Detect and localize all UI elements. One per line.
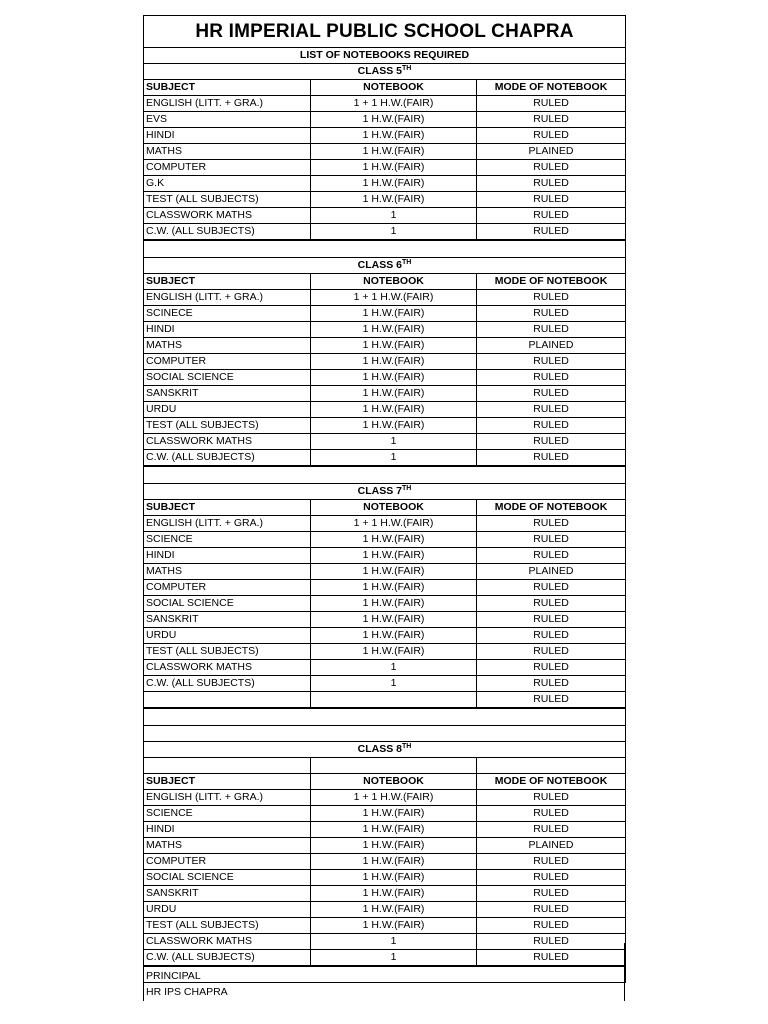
notebook-cell: 1 + 1 H.W.(FAIR) <box>311 290 477 306</box>
table-row <box>144 918 626 934</box>
subject-cell: C.W. (ALL SUBJECTS) <box>144 224 311 241</box>
table-row <box>144 322 626 338</box>
column-header-mode: MODE OF NOTEBOOK <box>477 274 626 290</box>
table-row <box>144 870 626 886</box>
notebook-cell: 1 H.W.(FAIR) <box>311 402 477 418</box>
notebook-cell: 1 + 1 H.W.(FAIR) <box>311 790 477 806</box>
mode-cell: RULED <box>477 790 626 806</box>
class-label: CLASS 5 <box>357 65 402 77</box>
spacer-row <box>144 240 626 258</box>
notebook-cell: 1 <box>311 434 477 450</box>
subject-cell: SOCIAL SCIENCE <box>144 370 311 386</box>
notebook-cell: 1 H.W.(FAIR) <box>311 338 477 354</box>
mode-cell: PLAINED <box>477 838 626 854</box>
table-row <box>144 96 626 112</box>
mode-cell: RULED <box>477 176 626 192</box>
spacer-cell <box>144 708 626 726</box>
mode-cell: RULED <box>477 322 626 338</box>
list-caption-row <box>144 48 626 64</box>
subject-cell: SCINECE <box>144 306 311 322</box>
table-row <box>144 160 626 176</box>
subject-cell: COMPUTER <box>144 854 311 870</box>
column-header-subject: SUBJECT <box>144 774 311 790</box>
table-row <box>144 224 626 241</box>
notebook-cell: 1 H.W.(FAIR) <box>311 854 477 870</box>
mode-cell: RULED <box>477 112 626 128</box>
mode-cell: PLAINED <box>477 564 626 580</box>
table-row <box>144 676 626 692</box>
mode-cell: RULED <box>477 386 626 402</box>
mode-cell: RULED <box>477 692 626 709</box>
notebook-cell: 1 H.W.(FAIR) <box>311 838 477 854</box>
mode-cell: RULED <box>477 370 626 386</box>
table-row <box>144 112 626 128</box>
notebook-cell: 1 H.W.(FAIR) <box>311 596 477 612</box>
notebook-cell: 1 <box>311 208 477 224</box>
subject-cell <box>144 692 311 709</box>
notebook-cell: 1 H.W.(FAIR) <box>311 628 477 644</box>
notebook-cell: 1 <box>311 224 477 241</box>
mode-cell: RULED <box>477 950 626 967</box>
notebook-cell: 1 H.W.(FAIR) <box>311 822 477 838</box>
subject-cell: SOCIAL SCIENCE <box>144 596 311 612</box>
subject-cell: MATHS <box>144 144 311 160</box>
class-suffix: TH <box>402 65 412 72</box>
mode-cell: RULED <box>477 934 626 950</box>
subject-cell: SANSKRIT <box>144 612 311 628</box>
notebook-cell: 1 H.W.(FAIR) <box>311 612 477 628</box>
subject-cell: SCIENCE <box>144 532 311 548</box>
table-row <box>144 516 626 532</box>
notebook-cell: 1 H.W.(FAIR) <box>311 580 477 596</box>
list-caption: LIST OF NOTEBOOKS REQUIRED <box>144 48 626 64</box>
subject-cell: MATHS <box>144 838 311 854</box>
notebook-cell: 1 H.W.(FAIR) <box>311 564 477 580</box>
table-row <box>144 612 626 628</box>
table-row <box>144 128 626 144</box>
table-row <box>144 290 626 306</box>
table-row <box>144 338 626 354</box>
mode-cell: RULED <box>477 580 626 596</box>
subject-cell: MATHS <box>144 564 311 580</box>
notebook-cell: 1 H.W.(FAIR) <box>311 192 477 208</box>
mode-cell: RULED <box>477 306 626 322</box>
table-row <box>144 580 626 596</box>
signature-title: PRINCIPAL <box>146 970 201 982</box>
sheet-border-right <box>624 943 626 1001</box>
subject-cell: C.W. (ALL SUBJECTS) <box>144 950 311 967</box>
mode-cell: RULED <box>477 870 626 886</box>
spacer-cell <box>144 466 626 484</box>
notebook-cell: 1 H.W.(FAIR) <box>311 886 477 902</box>
notebook-cell: 1 H.W.(FAIR) <box>311 322 477 338</box>
signature-school: HR IPS CHAPRA <box>146 986 228 998</box>
notebook-cell: 1 <box>311 950 477 967</box>
notebook-cell: 1 H.W.(FAIR) <box>311 306 477 322</box>
mode-cell: RULED <box>477 128 626 144</box>
class-heading <box>144 742 626 758</box>
signature-block <box>146 968 228 1000</box>
column-header-row <box>144 80 626 96</box>
table-row <box>144 450 626 467</box>
table-row <box>144 176 626 192</box>
column-header-subject: SUBJECT <box>144 500 311 516</box>
subject-cell: SOCIAL SCIENCE <box>144 870 311 886</box>
column-header-mode: MODE OF NOTEBOOK <box>477 774 626 790</box>
table-row <box>144 564 626 580</box>
table-row <box>144 838 626 854</box>
class-suffix: TH <box>402 743 412 750</box>
class-heading <box>144 64 626 80</box>
notebook-cell: 1 <box>311 934 477 950</box>
mode-cell: RULED <box>477 806 626 822</box>
table-row <box>144 644 626 660</box>
subject-cell: ENGLISH (LITT. + GRA.) <box>144 790 311 806</box>
subject-cell: HINDI <box>144 822 311 838</box>
table-row <box>144 144 626 160</box>
notebook-cell: 1 <box>311 660 477 676</box>
notebook-cell: 1 H.W.(FAIR) <box>311 160 477 176</box>
subject-cell: CLASSWORK MATHS <box>144 434 311 450</box>
subject-cell: TEST (ALL SUBJECTS) <box>144 418 311 434</box>
subject-cell: COMPUTER <box>144 160 311 176</box>
table-row <box>144 532 626 548</box>
column-header-mode: MODE OF NOTEBOOK <box>477 80 626 96</box>
spacer-row <box>144 708 626 726</box>
mode-cell: RULED <box>477 532 626 548</box>
notebook-cell: 1 H.W.(FAIR) <box>311 806 477 822</box>
spacer-row <box>144 466 626 484</box>
school-title: HR IMPERIAL PUBLIC SCHOOL CHAPRA <box>144 16 626 48</box>
mode-cell: RULED <box>477 886 626 902</box>
class-heading-row <box>144 742 626 758</box>
column-header-notebook: NOTEBOOK <box>311 80 477 96</box>
mode-cell: RULED <box>477 290 626 306</box>
table-row <box>144 208 626 224</box>
class-heading <box>144 258 626 274</box>
mode-cell: RULED <box>477 160 626 176</box>
subject-cell: TEST (ALL SUBJECTS) <box>144 644 311 660</box>
table-row <box>144 854 626 870</box>
subject-cell: CLASSWORK MATHS <box>144 934 311 950</box>
mode-cell: RULED <box>477 676 626 692</box>
column-header-row <box>144 774 626 790</box>
table-row <box>144 950 626 967</box>
subject-cell: C.W. (ALL SUBJECTS) <box>144 676 311 692</box>
notebook-cell: 1 H.W.(FAIR) <box>311 918 477 934</box>
table-row <box>144 402 626 418</box>
subject-cell: TEST (ALL SUBJECTS) <box>144 918 311 934</box>
table-row <box>144 934 626 950</box>
notebook-cell: 1 H.W.(FAIR) <box>311 144 477 160</box>
class-heading <box>144 484 626 500</box>
mode-cell: RULED <box>477 918 626 934</box>
blank-cell <box>477 758 626 774</box>
notebook-cell: 1 H.W.(FAIR) <box>311 176 477 192</box>
mode-cell: RULED <box>477 450 626 467</box>
mode-cell: RULED <box>477 96 626 112</box>
subject-cell: ENGLISH (LITT. + GRA.) <box>144 516 311 532</box>
notebook-cell: 1 H.W.(FAIR) <box>311 370 477 386</box>
column-header-row <box>144 274 626 290</box>
mode-cell: RULED <box>477 434 626 450</box>
subject-cell: ENGLISH (LITT. + GRA.) <box>144 290 311 306</box>
notebook-cell: 1 H.W.(FAIR) <box>311 644 477 660</box>
class-suffix: TH <box>402 485 412 492</box>
subject-cell: MATHS <box>144 338 311 354</box>
notebook-cell: 1 H.W.(FAIR) <box>311 532 477 548</box>
column-header-row <box>144 500 626 516</box>
subject-cell: URDU <box>144 628 311 644</box>
sheet-border-left <box>143 943 145 1001</box>
class-suffix: TH <box>402 259 412 266</box>
table-row <box>144 692 626 709</box>
notebook-cell: 1 H.W.(FAIR) <box>311 128 477 144</box>
table-row <box>144 902 626 918</box>
class-heading-row <box>144 64 626 80</box>
notebook-cell: 1 H.W.(FAIR) <box>311 354 477 370</box>
notebook-table <box>143 15 626 983</box>
subject-cell: URDU <box>144 902 311 918</box>
subject-cell: SANSKRIT <box>144 886 311 902</box>
mode-cell: RULED <box>477 644 626 660</box>
notebook-cell <box>311 692 477 709</box>
table-row <box>144 660 626 676</box>
notebook-cell: 1 H.W.(FAIR) <box>311 418 477 434</box>
mode-cell: RULED <box>477 612 626 628</box>
column-header-subject: SUBJECT <box>144 274 311 290</box>
subject-cell: CLASSWORK MATHS <box>144 208 311 224</box>
table-row <box>144 434 626 450</box>
spacer-cell <box>144 240 626 258</box>
mode-cell: RULED <box>477 516 626 532</box>
column-header-notebook: NOTEBOOK <box>311 500 477 516</box>
mode-cell: RULED <box>477 208 626 224</box>
class-heading-row <box>144 484 626 500</box>
class-label: CLASS 8 <box>357 743 402 755</box>
subject-cell: CLASSWORK MATHS <box>144 660 311 676</box>
table-row <box>144 806 626 822</box>
table-row <box>144 354 626 370</box>
table-row <box>144 192 626 208</box>
spacer-row <box>144 726 626 742</box>
table-row <box>144 628 626 644</box>
table-row <box>144 596 626 612</box>
subject-cell: SCIENCE <box>144 806 311 822</box>
spacer-cell <box>144 726 626 742</box>
blank-cell <box>311 758 477 774</box>
class-heading-row <box>144 258 626 274</box>
table-row <box>144 306 626 322</box>
table-row <box>144 548 626 564</box>
subject-cell: HINDI <box>144 128 311 144</box>
mode-cell: PLAINED <box>477 144 626 160</box>
notebook-cell: 1 H.W.(FAIR) <box>311 548 477 564</box>
mode-cell: RULED <box>477 854 626 870</box>
column-header-subject: SUBJECT <box>144 80 311 96</box>
school-title-row <box>144 16 626 48</box>
notebook-cell: 1 + 1 H.W.(FAIR) <box>311 516 477 532</box>
mode-cell: RULED <box>477 418 626 434</box>
mode-cell: PLAINED <box>477 338 626 354</box>
subject-cell: EVS <box>144 112 311 128</box>
table-row <box>144 370 626 386</box>
blank-row <box>144 758 626 774</box>
table-row <box>144 886 626 902</box>
column-header-mode: MODE OF NOTEBOOK <box>477 500 626 516</box>
table-row <box>144 790 626 806</box>
mode-cell: RULED <box>477 354 626 370</box>
subject-cell: TEST (ALL SUBJECTS) <box>144 192 311 208</box>
subject-cell: HINDI <box>144 322 311 338</box>
notebook-cell: 1 H.W.(FAIR) <box>311 902 477 918</box>
subject-cell: COMPUTER <box>144 580 311 596</box>
table-row <box>144 418 626 434</box>
notebook-cell: 1 + 1 H.W.(FAIR) <box>311 96 477 112</box>
notebook-list-sheet <box>143 15 625 983</box>
mode-cell: RULED <box>477 224 626 241</box>
mode-cell: RULED <box>477 192 626 208</box>
notebook-cell: 1 H.W.(FAIR) <box>311 386 477 402</box>
mode-cell: RULED <box>477 548 626 564</box>
notebook-cell: 1 <box>311 676 477 692</box>
subject-cell: C.W. (ALL SUBJECTS) <box>144 450 311 467</box>
mode-cell: RULED <box>477 902 626 918</box>
class-label: CLASS 6 <box>357 259 402 271</box>
notebook-cell: 1 H.W.(FAIR) <box>311 870 477 886</box>
class-label: CLASS 7 <box>357 485 402 497</box>
mode-cell: RULED <box>477 596 626 612</box>
table-row <box>144 822 626 838</box>
blank-cell <box>144 758 311 774</box>
mode-cell: RULED <box>477 660 626 676</box>
mode-cell: RULED <box>477 628 626 644</box>
column-header-notebook: NOTEBOOK <box>311 274 477 290</box>
mode-cell: RULED <box>477 822 626 838</box>
subject-cell: URDU <box>144 402 311 418</box>
column-header-notebook: NOTEBOOK <box>311 774 477 790</box>
table-row <box>144 386 626 402</box>
subject-cell: COMPUTER <box>144 354 311 370</box>
notebook-cell: 1 <box>311 450 477 467</box>
mode-cell: RULED <box>477 402 626 418</box>
subject-cell: SANSKRIT <box>144 386 311 402</box>
subject-cell: HINDI <box>144 548 311 564</box>
subject-cell: G.K <box>144 176 311 192</box>
subject-cell: ENGLISH (LITT. + GRA.) <box>144 96 311 112</box>
notebook-cell: 1 H.W.(FAIR) <box>311 112 477 128</box>
